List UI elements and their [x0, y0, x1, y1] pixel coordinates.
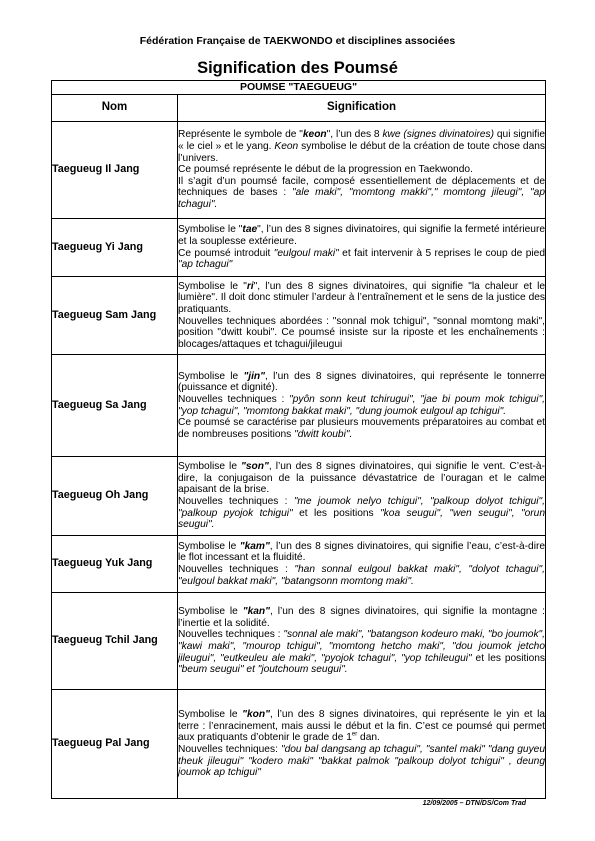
table-row: [52, 355, 546, 457]
signification-paragraph: [178, 564, 545, 587]
poumse-name: Taegueug Yuk Jang: [52, 536, 178, 593]
signification-paragraph: [178, 709, 545, 744]
signification-paragraph: [178, 176, 545, 211]
text-run: , l’un des 8 signes divinatoires, qui signifie le vent. C’est-à-dire, la conjugaison de la puissance dévastatrice de l’ouragan et le calme apaisant de la brise.: [178, 461, 546, 496]
text-run: tae: [242, 224, 258, 236]
text-run: "eulgoul maki": [273, 247, 339, 259]
signification-paragraph: [178, 224, 545, 247]
signification-paragraph: [178, 629, 545, 675]
text-run: Keon: [274, 141, 299, 153]
text-run: Symbolise le ": [178, 280, 247, 292]
text-run: "sonnal ale maki", "batangson kodeuro maki, "bo joumok", "kawi maki", "mourop tchigui", "momtong hetcho maki", "dou joumok jetcho jileugui", "eutkeuleu ale maki", "pyojok tchagui", "yop tchileugui": [178, 629, 546, 664]
text-run: Il s’agit d’un poumsé facile, composé essentiellement de déplacements et de techniques de bases :: [178, 175, 546, 199]
text-run: Ce poumsé introduit: [178, 247, 274, 259]
text-run: "son": [241, 461, 269, 473]
text-run: et les positions: [471, 652, 546, 664]
signification-paragraph: [178, 417, 545, 440]
poumse-name: Taegueug Pal Jang: [52, 690, 178, 799]
signification-paragraph: [178, 316, 545, 351]
poumse-name: Taegueug Oh Jang: [52, 457, 178, 536]
text-run: et fait intervenir à 5 reprises le coup de pied: [338, 247, 546, 259]
text-run: "me joumok nelyo tchigui", "palkoup dolyot tchigui", "palkoup pyojok tchigui": [178, 496, 545, 519]
signification-paragraph: [178, 606, 545, 629]
column-header-signification: Signification: [178, 95, 546, 122]
text-run: Nouvelles techniques :: [178, 393, 290, 405]
text-run: "dwitt koubi".: [294, 428, 353, 440]
table-row: [52, 690, 546, 799]
signification-paragraph: [178, 744, 545, 779]
text-run: dan.: [357, 732, 380, 744]
signification-paragraph: [178, 371, 545, 394]
table-row: [52, 277, 546, 355]
signification-paragraph: [178, 248, 545, 271]
table-row: [52, 219, 546, 277]
text-run: "jin": [243, 370, 265, 382]
poumse-signification: [178, 122, 546, 219]
text-run: symbolise le début de la création de toute chose dans l’univers.: [178, 141, 546, 164]
signification-paragraph: [178, 394, 545, 417]
text-run: ", l’un des 8 signes divinatoires, qui signifie "la chaleur et le lumière". Il doit donc stimuler l’ardeur à l’entraînement et le sens de la justice des pratiquants.: [178, 280, 546, 315]
poumse-table: [51, 80, 546, 799]
signification-paragraph: [178, 461, 545, 496]
text-run: "kon": [242, 709, 270, 721]
text-run: ri: [246, 280, 254, 292]
text-run: Nouvelles techniques :: [178, 496, 294, 507]
poumse-signification: [178, 457, 546, 536]
text-run: "ap tchagui": [178, 259, 233, 271]
text-run: Symbolise le: [178, 540, 240, 552]
text-run: , l’un des 8 signes divinatoires, qui représente le yin et la terre : l’enracinement, mais aussi le début et la fin. C’est ce poumsé qui permet aux pratiquants d’obtenir le grade de 1: [178, 709, 546, 744]
poumse-signification: [178, 690, 546, 799]
signification-paragraph: [178, 164, 545, 176]
footer-date-reference: 12/09/2005 – DTN/DS/Com Trad: [422, 800, 526, 807]
text-run: "koa seugui", "wen seugui", "orun seugui".: [178, 507, 546, 531]
text-run: ", l’un des 8: [326, 129, 383, 141]
poumse-name: Taegueug Tchil Jang: [52, 593, 178, 690]
text-run: Nouvelles techniques :: [178, 629, 284, 641]
table-row: [52, 457, 546, 536]
signification-paragraph: [178, 496, 545, 531]
text-run: "beum seugui" et "joutchoum seugui".: [178, 664, 348, 676]
text-run: Nouvelles techniques :: [178, 564, 295, 575]
document-header: Fédération Française de TAEKWONDO et disciplines associées: [139, 35, 456, 47]
poumse-name: Taegueug Il Jang: [52, 122, 178, 219]
table-row: [52, 122, 546, 219]
table-row: [52, 593, 546, 690]
table-banner-row: [52, 81, 546, 95]
text-run: , l’un des 8 signes divinatoires, qui représente le tonnerre (puissance et dignité).: [178, 370, 546, 394]
text-run: "han sonnal eulgoul bakkat maki", "dolyot tchagui", "eulgoul bakkat maki", "batangsonn momtong maki".: [178, 564, 546, 587]
text-run: Nouvelles techniques abordées : "sonnal mok tchigui", "sonnal momtong maki", position "dwitt koubi". Ce poumsé insiste sur la riposte et les enchaînements : blocages/attaques et tchagui/jileugui: [178, 315, 546, 350]
text-run: Nouvelles techniques:: [178, 744, 281, 755]
text-run: Symbolise le ": [178, 224, 243, 236]
table-body: [52, 122, 546, 799]
poumse-name: Taegueug Sam Jang: [52, 277, 178, 355]
text-run: , l’un des 8 signes divinatoires, qui signifie l’eau, c’est-à-dire le flot incessant et la fluidité.: [178, 540, 546, 564]
poumse-signification: [178, 355, 546, 457]
poumse-name: Taegueug Yi Jang: [52, 219, 178, 277]
document-title: Signification des Poumsé: [197, 59, 398, 77]
poumse-signification: [178, 219, 546, 277]
text-run: Ce poumsé représente le début de la progression en Taekwondo.: [178, 164, 473, 176]
text-run: "kan": [242, 606, 270, 618]
text-run: Symbolise le: [178, 606, 243, 618]
poumse-signification: [178, 277, 546, 355]
text-run: keon: [302, 129, 327, 141]
text-run: ", l’un des 8 signes divinatoires, qui signifie la fermeté intérieure et la souplesse extérieure.: [178, 224, 546, 247]
text-run: qui signifie « le ciel » et le yang.: [178, 129, 546, 153]
text-run: kwe (signes divinatoires): [382, 129, 495, 141]
poumse-signification: [178, 593, 546, 690]
table-row: [52, 536, 546, 593]
text-run: "pyôn sonn keut tchirugui", "jae bi poum mok tchigui", "yop tchagui", "momtong bakkat maki", "dung joumok eulgoul ap tchigui".: [178, 393, 546, 417]
signification-paragraph: [178, 541, 545, 564]
text-run: er: [351, 732, 358, 739]
text-run: Ce poumsé se caractérise par plusieurs mouvements préparatoires au combat et de nombreuses positions: [178, 417, 546, 440]
table-banner: POUMSE "TAEGUEUG": [52, 81, 546, 95]
text-run: Symbolise le: [178, 709, 243, 721]
signification-paragraph: [178, 129, 545, 164]
text-run: Symbolise le: [178, 461, 242, 473]
table-header-row: [52, 95, 546, 122]
text-run: , l’un des 8 signes divinatoires, qui signifie la montagne : l’inertie et la solidité.: [178, 606, 546, 629]
text-run: "kam": [239, 540, 270, 552]
text-run: "ale maki", "momtong makki"," momtong jileugi", "ap tchagui".: [178, 187, 546, 210]
text-run: "dou bal dangsang ap tchagui", "santel maki" "dang guyeu theuk jileugui" "kodero maki" "bakkat palmok "palkoup dolyot tchigui" , deung joumok ap tchigui": [178, 744, 546, 779]
text-run: et les positions: [292, 507, 381, 519]
text-run: Représente le symbole de ": [178, 129, 303, 141]
poumse-signification: [178, 536, 546, 593]
text-run: Symbolise le: [178, 370, 244, 382]
poumse-name: Taegueug Sa Jang: [52, 355, 178, 457]
column-header-nom: Nom: [52, 95, 178, 122]
signification-paragraph: [178, 281, 545, 316]
